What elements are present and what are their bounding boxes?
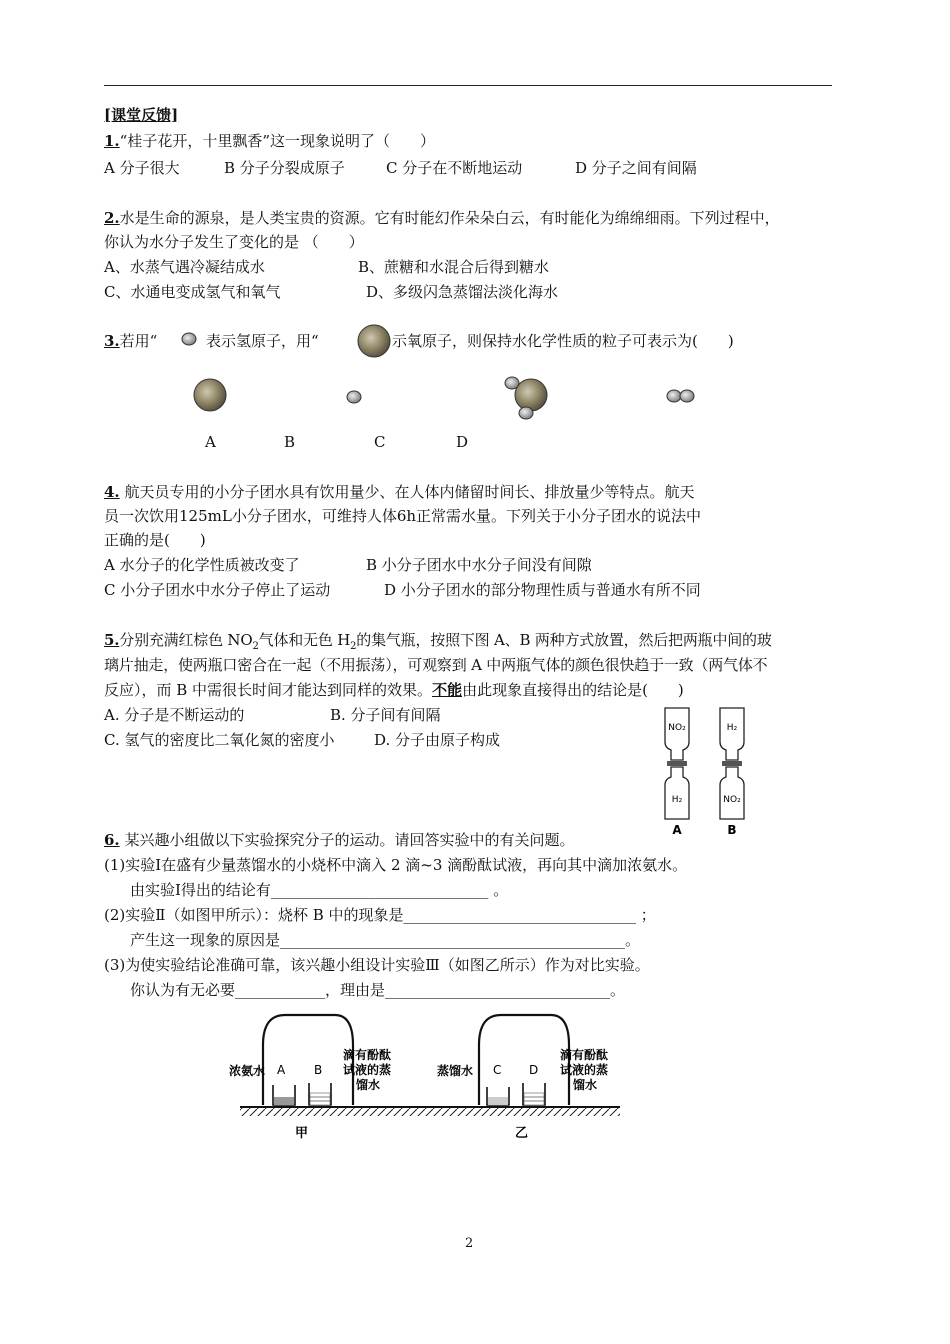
q2-line-2: 你认为水分子发生了变化的是 （ ） — [104, 233, 364, 251]
jia-left-label: 浓氨水 — [229, 1064, 266, 1078]
bottle-a-bottom-gas: H₂ — [671, 795, 683, 805]
q3-label-b: B — [284, 433, 296, 451]
bottle-a-top-gas: NO₂ — [668, 723, 686, 733]
q3-label-c: C — [374, 433, 386, 451]
section-title: [课堂反馈] — [104, 106, 179, 124]
q6-part-1b: 由实验Ⅰ得出的结论有_____________________________ 。 — [130, 881, 509, 899]
bottle-b-bottom-gas: NO₂ — [723, 795, 741, 805]
q4-option-b: B 小分子团水中水分子间没有间隙 — [366, 556, 592, 574]
beaker-b-liquid — [310, 1093, 330, 1105]
q4-number: 4. — [104, 483, 120, 501]
hydrogen-atom-legend — [182, 333, 196, 345]
option-a-oxygen — [194, 379, 226, 411]
q3-label-d: D — [456, 433, 469, 451]
q5-line-1 — [104, 630, 772, 657]
bottle-b-bottom — [720, 767, 744, 819]
bottle-a-top — [665, 708, 689, 760]
bottle-b-glass — [722, 761, 742, 766]
q2-option-c: C、水通电变成氢气和氧气 — [104, 283, 281, 301]
q5-text-b: 气体和无色 H — [258, 631, 351, 649]
bell-jar-yi — [479, 1015, 569, 1105]
q6-stem — [104, 830, 574, 850]
q6-stem-text: 某兴趣小组做以下实验探究分子的运动。请回答实验中的有关问题。 — [124, 831, 575, 849]
q6-number: 6. — [104, 831, 120, 849]
q3-label-a: A — [205, 433, 216, 451]
bottle-b-top-gas: H₂ — [726, 723, 738, 733]
q2-stem-1: 水是生命的源泉，是人类宝贵的资源。它有时能幻作朵朵白云，有时能化为绵绵细雨。下列过程中， — [119, 209, 780, 227]
q6-part-1a: (1)实验Ⅰ在盛有少量蒸馏水的小烧杯中滴入 2 滴~3 滴酚酞试液，再向其中滴加浓氨水。 — [104, 856, 688, 874]
jia-beaker-a-label: A — [277, 1063, 286, 1077]
q5-option-a: A. 分子是不断运动的 — [104, 706, 245, 724]
q2-number: 2. — [104, 209, 120, 227]
option-c-hydrogen-1 — [505, 377, 519, 389]
q2-option-d: D、多级闪急蒸馏法淡化海水 — [366, 283, 559, 301]
beaker-a-liquid — [274, 1097, 294, 1105]
q5-sub-h2: 2 — [350, 641, 357, 652]
yi-left-label: 蒸馏水 — [437, 1064, 474, 1078]
q6-part-2a: (2)实验Ⅱ（如图甲所示）：烧杯 B 中的现象是_______________________________ ； — [104, 906, 656, 924]
q5-line-3 — [104, 680, 684, 700]
bottle-a-bottom — [665, 767, 689, 819]
option-d-hydrogen-1 — [667, 390, 681, 402]
yi-caption: 乙 — [515, 1126, 529, 1141]
q4-option-d: D 小分子团水的部分物理性质与普通水有所不同 — [384, 581, 701, 599]
q3-text-1: 若用“ — [119, 332, 158, 350]
q5-cannot-emphasis: 不能 — [432, 681, 463, 699]
option-c-oxygen — [515, 379, 547, 411]
q3-molecule-figure — [0, 0, 950, 470]
q4-option-c: C 小分子团水中水分子停止了运动 — [104, 581, 331, 599]
bottle-b-label: B — [727, 823, 737, 837]
bottle-b-top — [720, 708, 744, 760]
yi-right-label-1: 滴有酚酞 — [560, 1048, 609, 1062]
bottle-a-glass — [667, 761, 687, 766]
q6-experiment-figure — [225, 1005, 635, 1150]
q1-number: 1. — [104, 132, 120, 150]
beaker-c-liquid — [488, 1097, 508, 1105]
q4-option-a: A 水分子的化学性质被改变了 — [104, 556, 300, 574]
q1-stem: “桂子花开，十里飘香”这一现象说明了（ ） — [119, 132, 436, 150]
bell-jar-jia — [263, 1015, 353, 1105]
jia-right-label-3: 馏水 — [356, 1078, 381, 1092]
q3-part-2: 表示氢原子，用“ — [206, 332, 319, 350]
q5-sub-no2: 2 — [252, 641, 259, 652]
oxygen-atom-legend — [358, 325, 390, 357]
yi-beaker-c-label: C — [493, 1063, 502, 1077]
page-number: 2 — [465, 1236, 474, 1251]
yi-right-label-3: 馏水 — [573, 1078, 598, 1092]
table-hatching — [240, 1108, 620, 1116]
option-b-hydrogen — [347, 391, 361, 403]
beaker-d-liquid — [524, 1093, 544, 1105]
yi-right-label-2: 试液的蒸 — [560, 1063, 609, 1077]
q6-part-3a: (3)为使实验结论准确可靠，该兴趣小组设计实验Ⅲ（如图乙所示）作为对比实验。 — [104, 956, 650, 974]
q4-line-2: 员一次饮用125mL小分子团水，可维持人体6h正常需水量。下列关于小分子团水的说法中 — [104, 507, 702, 525]
q5-option-d: D. 分子由原子构成 — [374, 731, 501, 749]
q5-text-e: 由此现象直接得出的结论是( ) — [462, 681, 684, 699]
q5-text-a: 分别充满红棕色 NO — [119, 631, 253, 649]
jia-right-label-2: 试液的蒸 — [343, 1063, 392, 1077]
q1-option-a: A 分子很大 — [104, 159, 180, 177]
q2-option-a: A、水蒸气遇冷凝结成水 — [104, 258, 265, 276]
q2-option-b: B、蔗糖和水混合后得到糖水 — [358, 258, 550, 276]
q1-option-d: D 分子之间有间隔 — [575, 159, 697, 177]
jia-beaker-b-label: B — [314, 1063, 323, 1077]
q5-text-d: 反应），而 B 中需很长时间才能达到同样的效果。 — [104, 681, 433, 699]
q3-number: 3. — [104, 332, 120, 350]
q4-line-1 — [104, 482, 694, 502]
q5-option-b: B. 分子间有间隔 — [330, 706, 441, 724]
jia-right-label-1: 滴有酚酞 — [343, 1048, 392, 1062]
q6-part-2b: 产生这一现象的原因是______________________________________________。 — [130, 931, 641, 949]
q5-option-c: C. 氢气的密度比二氧化氮的密度小 — [104, 731, 335, 749]
q4-stem-1: 航天员专用的小分子团水具有饮用量少、在人体内储留时间长、排放量少等特点。航天 — [124, 483, 695, 501]
bottle-a-label: A — [672, 823, 682, 837]
q5-number: 5. — [104, 631, 120, 649]
q1-option-b: B 分子分裂成原子 — [224, 159, 345, 177]
q1-option-c: C 分子在不断地运动 — [386, 159, 523, 177]
jia-caption: 甲 — [295, 1126, 309, 1141]
q4-line-3: 正确的是( ) — [104, 531, 206, 549]
yi-beaker-d-label: D — [529, 1063, 539, 1077]
q6-part-3b: 你认为有无必要____________，理由是______________________________。 — [130, 981, 626, 999]
option-c-hydrogen-2 — [519, 407, 533, 419]
q5-line-2: 璃片抽走，使两瓶口密合在一起（不用振荡），可观察到 A 中两瓶气体的颜色很快趋于一致（两气体不 — [104, 656, 768, 674]
q3-part-3: 示氧原子，则保持水化学性质的粒子可表示为( ) — [392, 332, 734, 350]
q5-text-c: 的集气瓶，按照下图 A、B 两种方式放置，然后把两瓶中间的玻 — [356, 631, 772, 649]
option-d-hydrogen-2 — [680, 390, 694, 402]
q5-bottle-figure — [655, 700, 765, 840]
